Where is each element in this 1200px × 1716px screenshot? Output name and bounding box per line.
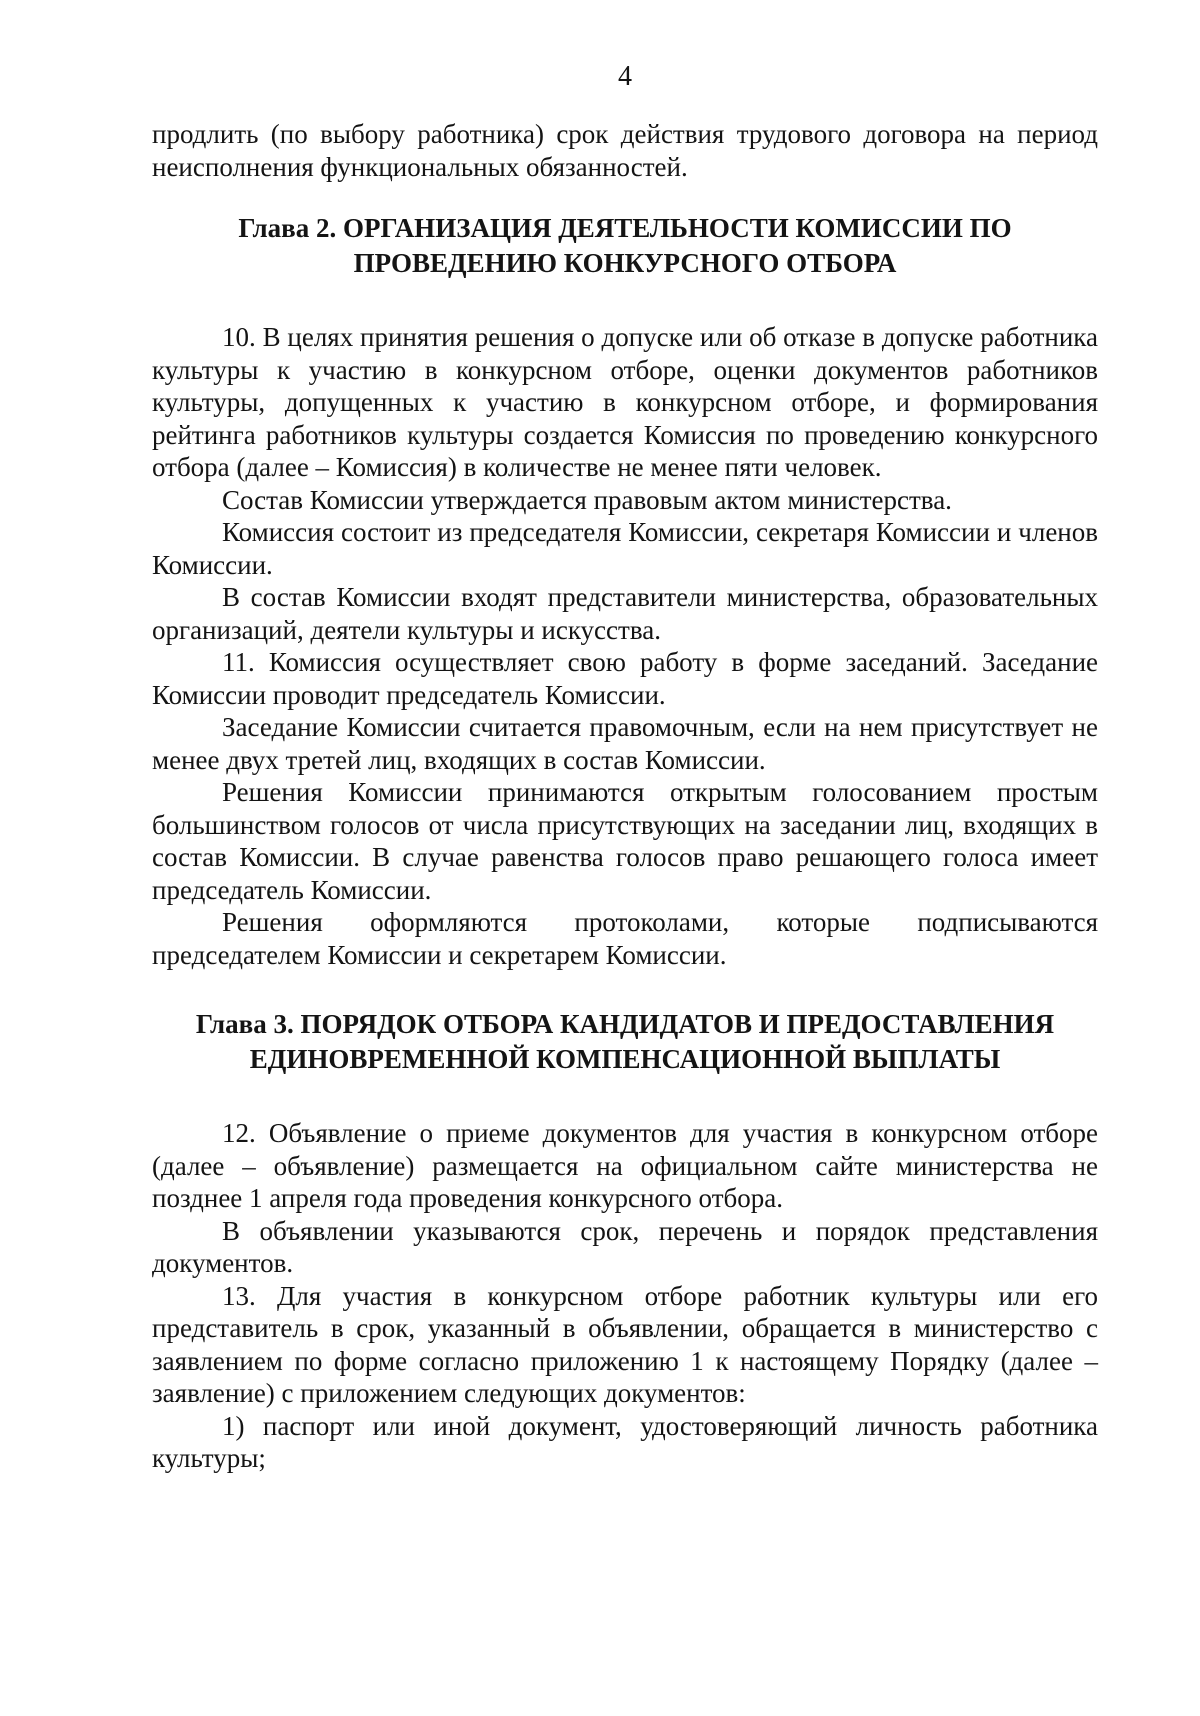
paragraph-12: 12. Объявление о приеме документов для участия в конкурсном отборе (далее – объявление) размещается на официальном сайте министерства не позднее 1 апреля года проведения конкурсного отбора. <box>152 1118 1098 1213</box>
chapter-2-body <box>152 321 1098 971</box>
paragraph-protocols: Решения оформляются протоколами, которые подписываются председателем Комиссии и секретарем Комиссии. <box>152 907 1098 970</box>
paragraph-10: 10. В целях принятия решения о допуске или об отказе в допуске работника культуры к участию в конкурсном отборе, оценки документов работников культуры, допущенных к участию в конкурсном отборе, и формирования рейтинга работников культуры создается Комиссия по проведению конкурсного отбора (далее – Комиссия) в количестве не менее пяти человек. <box>152 322 1098 482</box>
paragraph-announcement-contents: В объявлении указываются срок, перечень и порядок представления документов. <box>152 1215 1098 1278</box>
paragraph-commission-members: Комиссия состоит из председателя Комиссии, секретаря Комиссии и членов Комиссии. <box>152 517 1098 580</box>
page-number: 4 <box>618 61 632 92</box>
chapter-3-title-line-2: ЕДИНОВРЕМЕННОЙ КОМПЕНСАЦИОННОЙ ВЫПЛАТЫ <box>249 1044 1001 1074</box>
paragraph-11: 11. Комиссия осуществляет свою работу в форме заседаний. Заседание Комиссии проводит председатель Комиссии. <box>152 647 1098 710</box>
chapter-2-title-line-1: Глава 2. ОРГАНИЗАЦИЯ ДЕЯТЕЛЬНОСТИ КОМИССИИ ПО <box>238 213 1012 243</box>
intro-paragraph: продлить (по выбору работника) срок действия трудового договора на период неисполнения функциональных обязанностей. <box>152 119 1098 182</box>
chapter-3-title <box>152 1007 1098 1077</box>
chapter-3-title-line-1: Глава 3. ПОРЯДОК ОТБОРА КАНДИДАТОВ И ПРЕДОСТАВЛЕНИЯ <box>195 1009 1055 1039</box>
paragraph-commission-composition: Состав Комиссии утверждается правовым актом министерства. <box>222 484 952 515</box>
document-page <box>152 60 1098 1475</box>
paragraph-voting: Решения Комиссии принимаются открытым голосованием простым большинством голосов от числа присутствующих на заседании лиц, входящих в состав Комиссии. В случае равенства голосов право решающего голоса имеет председатель Комиссии. <box>152 777 1098 905</box>
chapter-2-title <box>152 211 1098 281</box>
paragraph-commission-representatives: В состав Комиссии входят представители министерства, образовательных организаций, деятели культуры и искусства. <box>152 582 1098 645</box>
list-item-1: 1) паспорт или иной документ, удостоверяющий личность работника культуры; <box>152 1410 1098 1473</box>
paragraph-13: 13. Для участия в конкурсном отборе работник культуры или его представитель в срок, указанный в объявлении, обращается в министерство с заявлением по форме согласно приложению 1 к настоящему Порядку (далее – заявление) с приложением следующих документов: <box>152 1280 1098 1408</box>
paragraph-quorum: Заседание Комиссии считается правомочным, если на нем присутствует не менее двух третей лиц, входящих в состав Комиссии. <box>152 712 1098 775</box>
chapter-2-title-line-2: ПРОВЕДЕНИЮ КОНКУРСНОГО ОТБОРА <box>353 248 897 278</box>
chapter-3-body <box>152 1117 1098 1475</box>
